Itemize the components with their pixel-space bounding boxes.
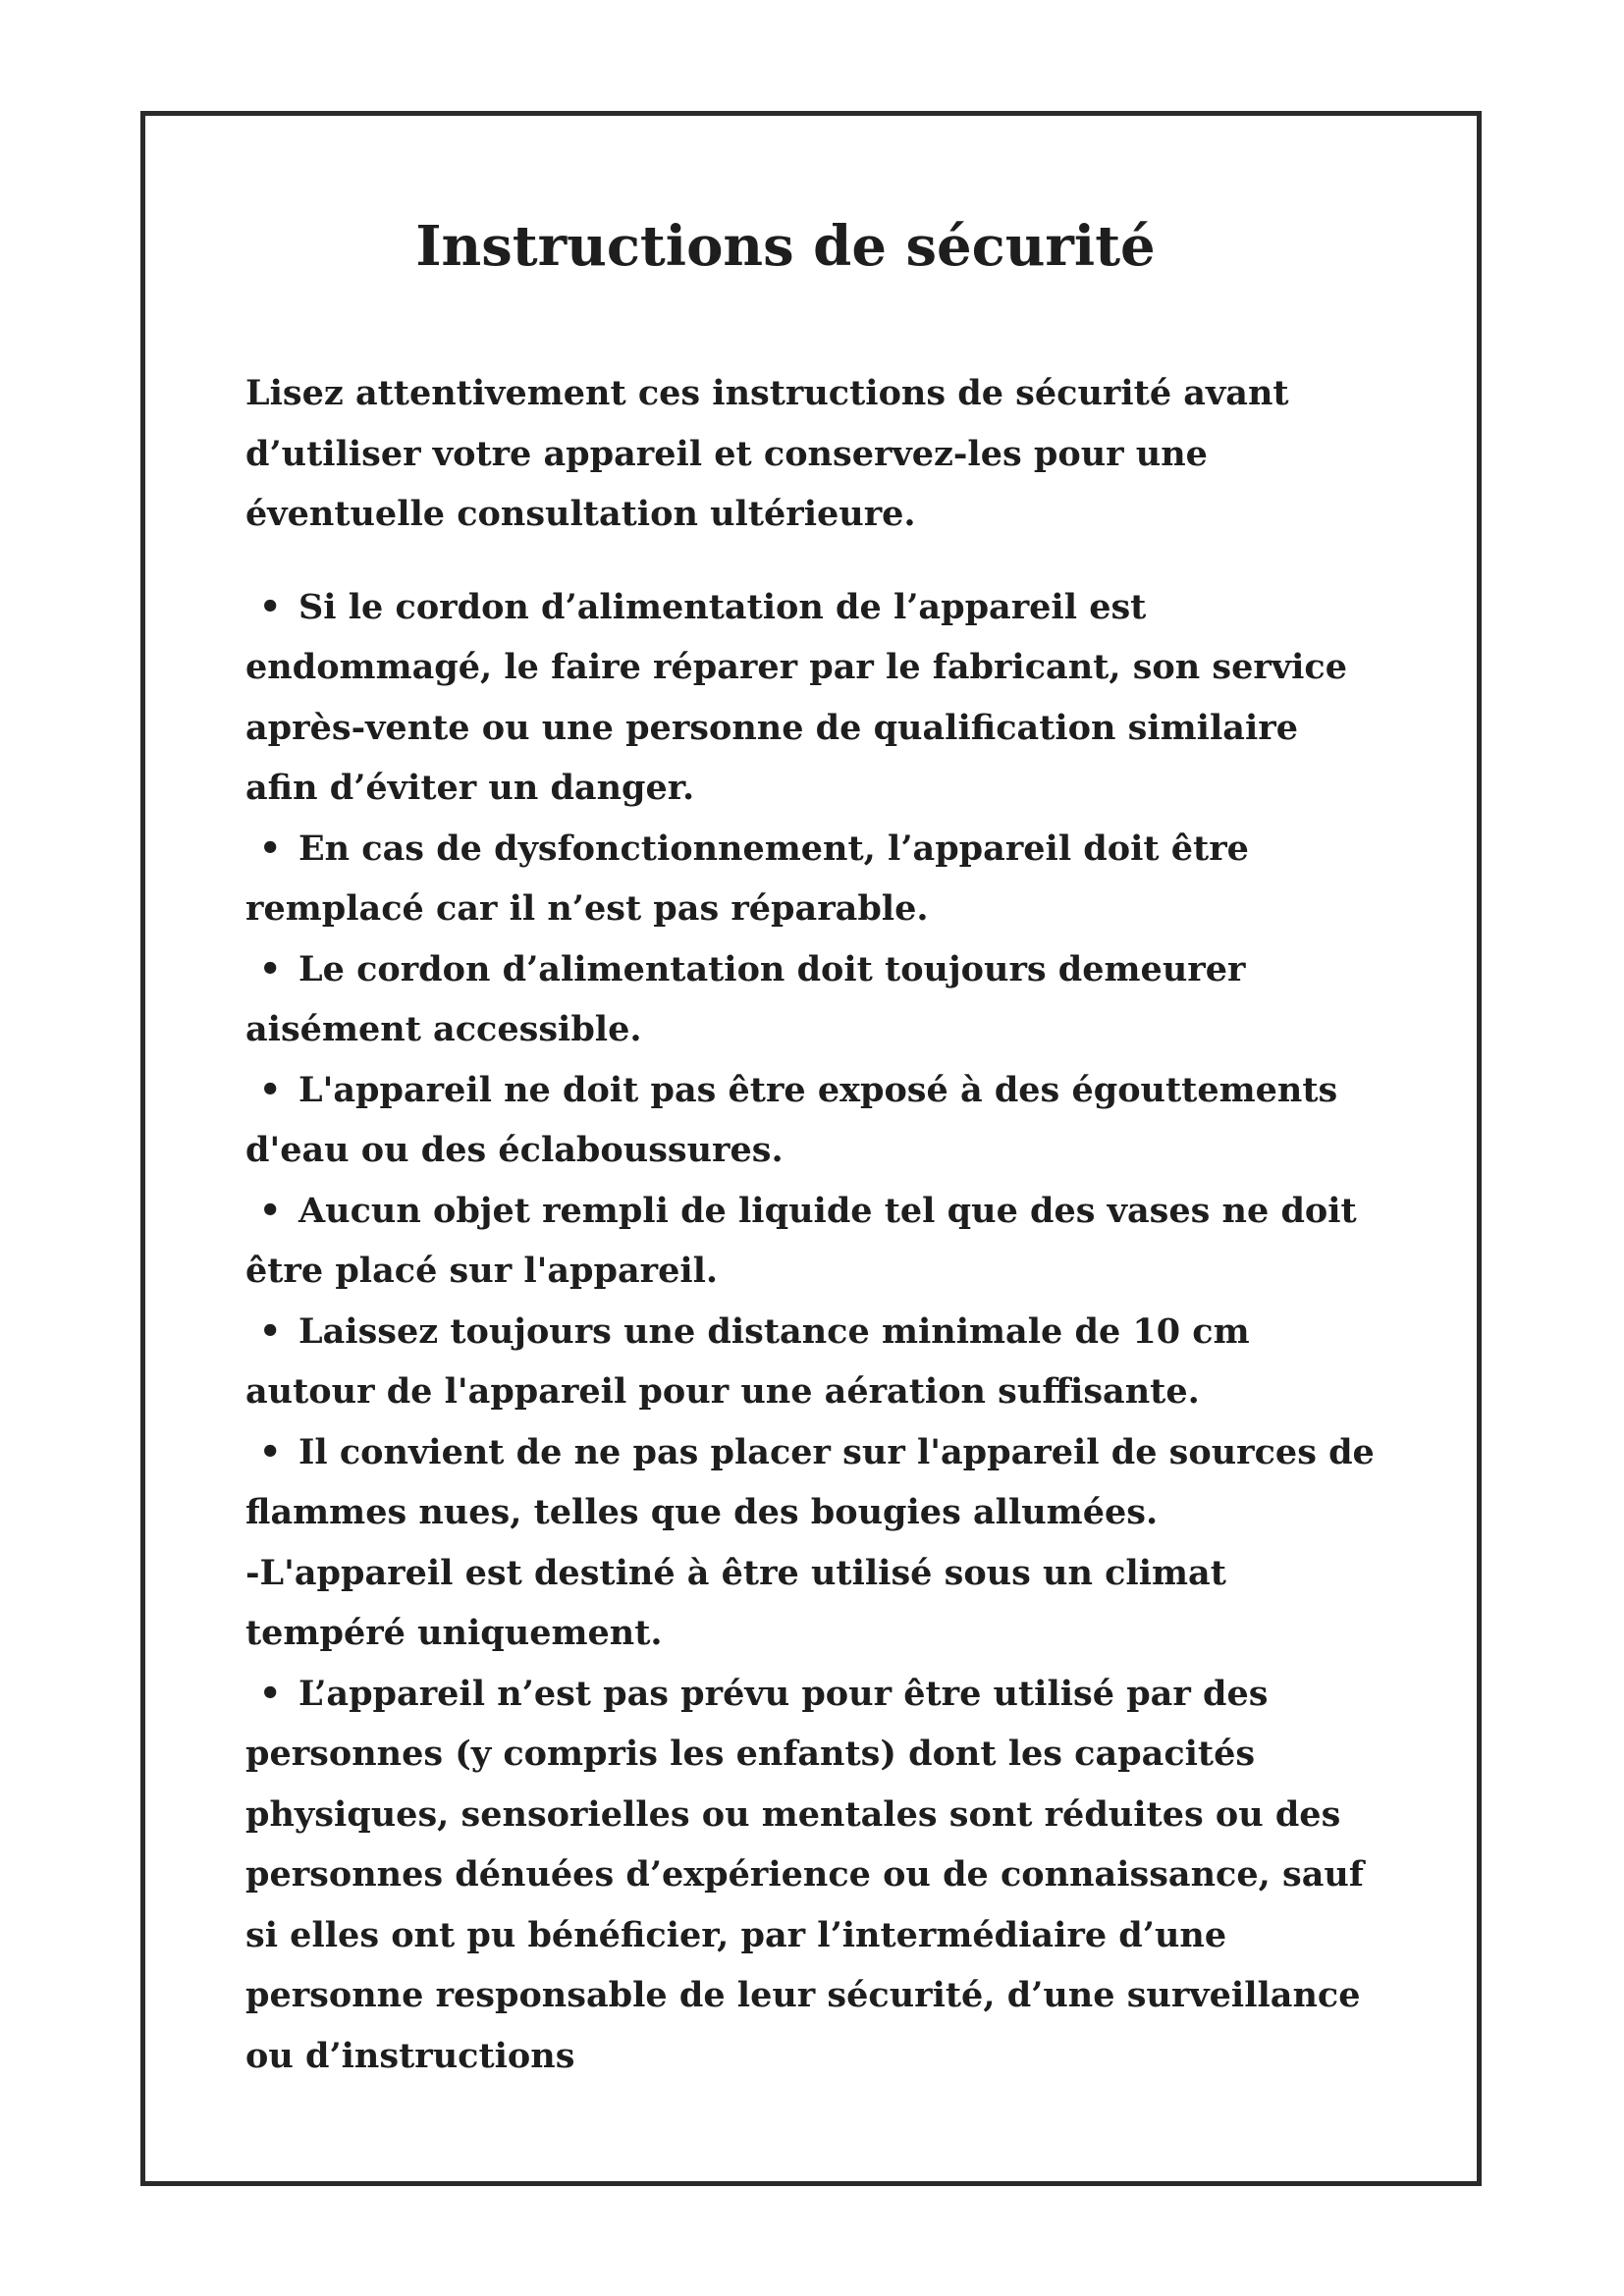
safety-instruction-text: L’appareil n’est pas prévu pour être utilisé par des personnes (y compris les enfants) dont les capacités physiques, sensorielles ou mentales sont réduites ou des personnes dénuées d’expérience ou de connaissance, sauf si elles ont pu bénéficier, par l’intermédiaire d’une personne responsable de leur sécurité, d’une surveillance ou d’instructions	[245, 1673, 1364, 2076]
safety-instruction-item	[245, 939, 1375, 1060]
safety-instruction-text: L'appareil ne doit pas être exposé à des égouttements d'eau ou des éclaboussures.	[245, 1069, 1338, 1170]
safety-instruction-item	[245, 577, 1375, 819]
bullet-icon: •	[259, 1431, 282, 1472]
bullet-icon: •	[259, 948, 282, 989]
safety-instructions-list	[245, 577, 1375, 2087]
safety-instruction-text: -L'appareil est destiné à être utilisé sous un climat tempéré uniquement.	[245, 1552, 1226, 1653]
safety-instruction-item	[245, 819, 1375, 939]
safety-instruction-item	[245, 1181, 1375, 1302]
safety-instruction-text: Le cordon d’alimentation doit toujours demeurer aisément accessible.	[245, 948, 1246, 1049]
bullet-icon: •	[259, 586, 282, 627]
bullet-icon: •	[259, 828, 282, 869]
safety-instruction-text: Si le cordon d’alimentation de l’appareil est endommagé, le faire réparer par le fabricant, son service après-vente ou une personne de qualification similaire afin d’éviter un danger.	[245, 586, 1347, 808]
bullet-icon: •	[259, 1069, 282, 1110]
bullet-icon: •	[259, 1310, 282, 1352]
bullet-icon: •	[259, 1673, 282, 1714]
bullet-icon: •	[259, 1190, 282, 1231]
safety-instruction-text: Laissez toujours une distance minimale de 10 cm autour de l'appareil pour une aération suffisante.	[245, 1310, 1250, 1412]
page-title: Instructions de sécurité	[415, 214, 1156, 279]
document-body	[245, 363, 1375, 2086]
safety-instruction-item	[245, 1543, 1375, 1664]
safety-instruction-text: Aucun objet rempli de liquide tel que des vases ne doit être placé sur l'appareil.	[245, 1190, 1357, 1291]
safety-instruction-item	[245, 1664, 1375, 2087]
safety-instruction-item	[245, 1060, 1375, 1181]
safety-instruction-text: En cas de dysfonctionnement, l’appareil doit être remplacé car il n’est pas réparable.	[245, 828, 1249, 929]
intro-paragraph: Lisez attentivement ces instructions de sécurité avant d’utiliser votre appareil et conservez-les pour une éventuelle consultation ultérieure.	[245, 373, 1289, 534]
safety-instruction-text: Il convient de ne pas placer sur l'appareil de sources de flammes nues, telles que des bougies allumées.	[245, 1431, 1375, 1532]
safety-instruction-item	[245, 1422, 1375, 1543]
safety-instruction-item	[245, 1302, 1375, 1422]
